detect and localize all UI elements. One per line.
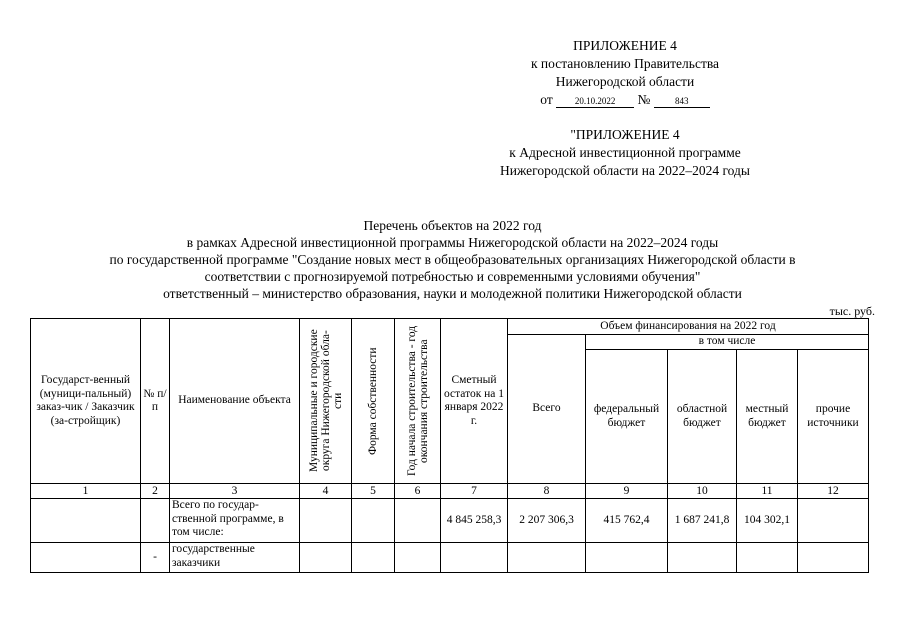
appendix-prev-line2: Нижегородской области на 2022–2024 годы — [500, 163, 750, 178]
date-prefix: от — [540, 92, 553, 107]
header-local: местный бюджет — [737, 350, 798, 484]
cell-num — [141, 499, 170, 543]
header-other: прочие источники — [798, 350, 869, 484]
col-number: 8 — [508, 484, 586, 499]
table-row — [31, 499, 869, 543]
header-years-cell — [395, 319, 441, 484]
appendix-title: ПРИЛОЖЕНИЕ 4 — [573, 38, 677, 53]
cell-federal: 415 762,4 — [586, 499, 668, 543]
cell-regional — [668, 543, 737, 573]
header-ownership: Форма собственности — [367, 347, 379, 455]
cell-num: - — [141, 543, 170, 573]
appendix-line1: к постановлению Правительства — [530, 56, 720, 71]
cell-years — [395, 543, 441, 573]
col-number: 10 — [668, 484, 737, 499]
cell-regional: 1 687 241,8 — [668, 499, 737, 543]
heading-line1: Перечень объектов на 2022 год — [363, 218, 542, 233]
cell-ownership — [352, 543, 395, 573]
cell-other — [798, 499, 869, 543]
header-ownership-cell — [352, 319, 395, 484]
cell-balance — [441, 543, 508, 573]
cell-municipality — [300, 543, 352, 573]
cell-customer — [31, 499, 141, 543]
col-number: 9 — [586, 484, 668, 499]
header-customer: Государст-венный (муници-пальный) заказ-чик / Заказчик (за-стройщик) — [31, 319, 141, 484]
heading-line3: по государственной программе "Создание новых мест в общеобразовательных организациях Нижегородской области в — [109, 252, 796, 267]
cell-balance: 4 845 258,3 — [441, 499, 508, 543]
cell-customer — [31, 543, 141, 573]
appendix-date-line — [495, 91, 755, 109]
cell-federal — [586, 543, 668, 573]
column-numbers-row — [31, 484, 869, 499]
header-municipality: Муниципальные и городские округа Нижегородской обла-сти — [307, 329, 344, 473]
header-municipality-cell — [300, 319, 352, 484]
col-number: 4 — [300, 484, 352, 499]
col-number: 2 — [141, 484, 170, 499]
appendix-line2: Нижегородской области — [555, 74, 695, 89]
objects-table — [30, 318, 869, 573]
cell-ownership — [352, 499, 395, 543]
appendix-prev-block — [470, 126, 780, 180]
header-balance: Сметный остаток на 1 января 2022 г. — [441, 319, 508, 484]
col-number: 5 — [352, 484, 395, 499]
cell-years — [395, 499, 441, 543]
header-num: № п/п — [141, 319, 170, 484]
col-number: 1 — [31, 484, 141, 499]
cell-name: государственные заказчики — [170, 543, 300, 573]
date-value: 20.10.2022 — [556, 96, 634, 108]
header-financing: Объем финансирования на 2022 год — [508, 319, 869, 335]
appendix-prev-title: "ПРИЛОЖЕНИЕ 4 — [570, 127, 680, 142]
units-label: тыс. руб. — [829, 304, 875, 318]
document-heading — [40, 217, 865, 302]
appendix-block — [495, 37, 755, 109]
heading-line4: соответствии с прогнозируемой потребностью и современными условиями обучения" — [204, 269, 701, 284]
col-number: 11 — [737, 484, 798, 499]
header-total: Всего — [508, 335, 586, 484]
header-federal: федеральный бюджет — [586, 350, 668, 484]
col-number: 6 — [395, 484, 441, 499]
table-row — [31, 543, 869, 573]
cell-total — [508, 543, 586, 573]
col-number: 3 — [170, 484, 300, 499]
appendix-prev-line1: к Адресной инвестиционной программе — [509, 145, 741, 160]
number-value: 843 — [654, 96, 710, 108]
cell-total: 2 207 306,3 — [508, 499, 586, 543]
col-number: 12 — [798, 484, 869, 499]
header-name: Наименование объекта — [170, 319, 300, 484]
cell-municipality — [300, 499, 352, 543]
cell-local — [737, 543, 798, 573]
heading-line2: в рамках Адресной инвестиционной программы Нижегородской области на 2022–2024 годы — [186, 235, 719, 250]
number-sign: № — [637, 92, 651, 107]
header-years: Год начала строительства - год окончания строительства — [405, 325, 430, 477]
cell-name: Всего по государ-ственной программе, в том числе: — [170, 499, 300, 543]
header-including: в том числе — [586, 335, 869, 350]
heading-line5: ответственный – министерство образования, науки и молодежной политики Нижегородской области — [163, 286, 742, 301]
cell-other — [798, 543, 869, 573]
cell-local: 104 302,1 — [737, 499, 798, 543]
col-number: 7 — [441, 484, 508, 499]
header-regional: областной бюджет — [668, 350, 737, 484]
